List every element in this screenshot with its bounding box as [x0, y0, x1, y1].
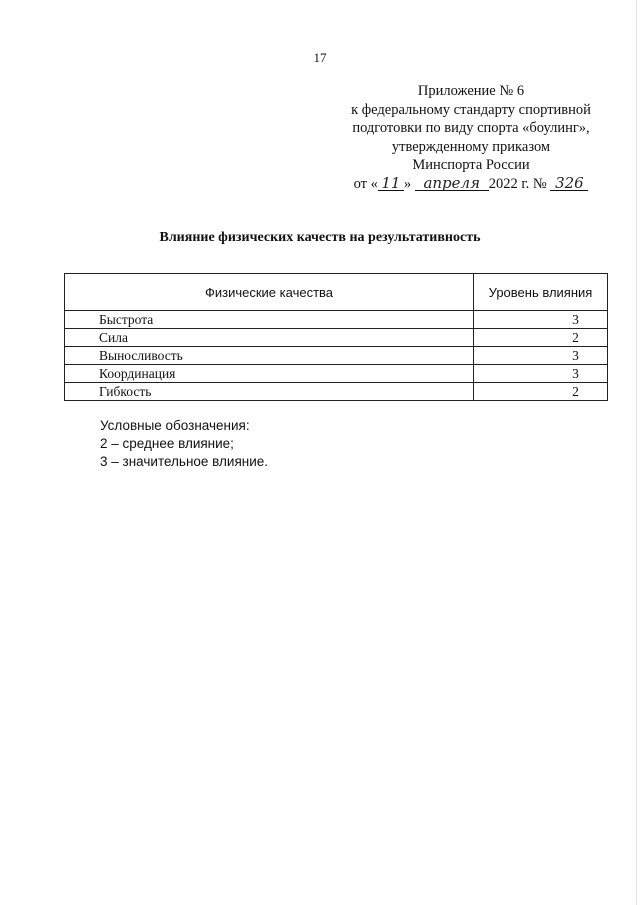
date-year: 2022 г. №	[488, 175, 547, 192]
appendix-header	[330, 82, 612, 193]
appendix-date-line	[330, 175, 612, 194]
document-title: Влияние физических качеств на результативность	[159, 230, 481, 245]
legend-item: 2 – среднее влияние;	[100, 436, 234, 451]
appendix-line-ministry: Минспорта России	[412, 157, 530, 173]
legend-heading: Условные обозначения:	[100, 418, 250, 433]
table-row	[65, 311, 608, 329]
table-row	[65, 365, 608, 383]
table-header-row	[65, 274, 608, 311]
scan-edge	[636, 0, 637, 905]
level-cell: 3	[474, 311, 608, 329]
date-mid: »	[403, 175, 412, 192]
date-prefix: от «	[353, 175, 378, 192]
appendix-line-standard: к федеральному стандарту спортивной	[351, 101, 591, 118]
header-level: Уровень влияния	[474, 274, 608, 311]
quality-cell: Сила	[65, 329, 474, 347]
level-cell: 3	[474, 365, 608, 383]
appendix-line-sport: подготовки по виду спорта «боулинг»,	[352, 120, 590, 136]
level-cell: 2	[474, 383, 608, 401]
legend	[100, 417, 268, 471]
level-cell: 2	[474, 329, 608, 347]
quality-cell: Гибкость	[65, 383, 474, 401]
quality-cell: Выносливость	[65, 347, 474, 365]
table-row	[65, 347, 608, 365]
handwritten-day: 11	[378, 176, 404, 191]
level-cell: 3	[474, 347, 608, 365]
table-row	[65, 329, 608, 347]
handwritten-month: апреля	[415, 176, 489, 191]
legend-item: 3 – значительное влияние.	[100, 454, 269, 469]
quality-cell: Быстрота	[65, 311, 474, 329]
appendix-title: Приложение № 6	[417, 83, 525, 99]
influence-table	[64, 273, 608, 401]
appendix-line-order: утвержденному приказом	[391, 138, 551, 155]
quality-cell: Координация	[65, 365, 474, 383]
page-number: 17	[313, 50, 327, 65]
table-row	[65, 383, 608, 401]
header-quality: Физические качества	[65, 274, 474, 311]
handwritten-order-number: 326	[550, 176, 588, 191]
